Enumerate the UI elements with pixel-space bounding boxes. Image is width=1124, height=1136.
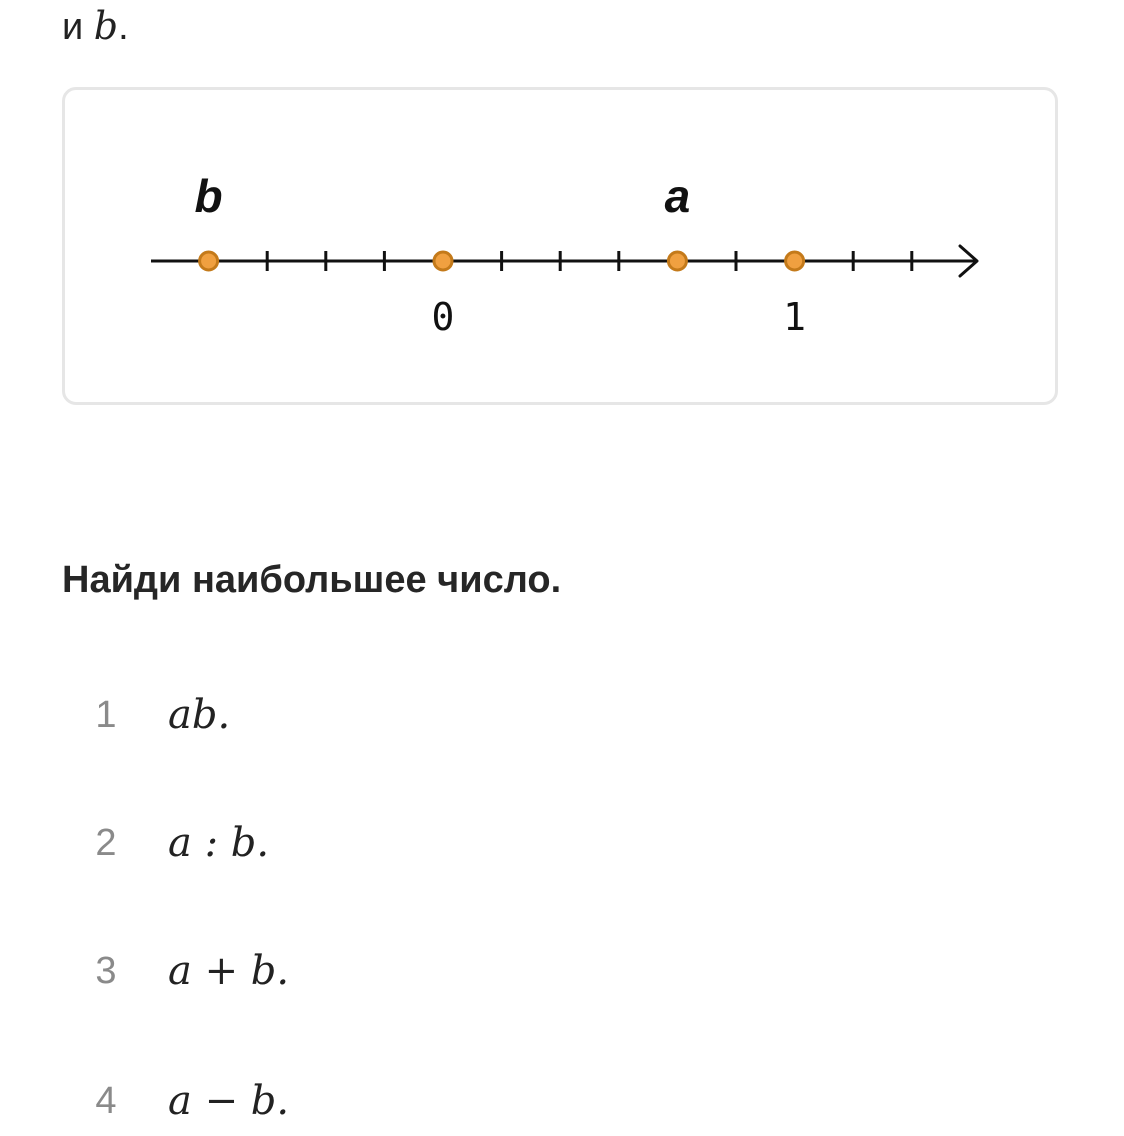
- intro-variable: b: [93, 4, 119, 48]
- intro-period: .: [118, 6, 129, 48]
- question-text: Найди наибольшее число.: [62, 559, 562, 601]
- answer-option-4[interactable]: [90, 1066, 690, 1136]
- intro-conjunction: и: [62, 6, 84, 48]
- option-expression: ab.: [168, 692, 231, 738]
- option-expression: a + b.: [168, 948, 290, 994]
- option-number: 3: [95, 950, 117, 992]
- point-marker: [434, 252, 452, 270]
- value-label-0: 0: [431, 295, 455, 339]
- point-marker: [668, 252, 686, 270]
- option-number: 2: [95, 822, 117, 864]
- option-number: 1: [95, 694, 117, 736]
- answer-option-1[interactable]: [90, 680, 690, 750]
- option-number: 4: [95, 1080, 117, 1122]
- answer-option-2[interactable]: [90, 808, 690, 878]
- option-expression: a : b.: [168, 820, 270, 866]
- point-marker: [200, 252, 218, 270]
- point-label-a: a: [664, 170, 691, 222]
- point-marker: [786, 252, 804, 270]
- number-line-figure: [62, 87, 1058, 405]
- option-expression: a − b.: [168, 1078, 290, 1124]
- answer-option-3[interactable]: [90, 936, 690, 1006]
- intro-text: [62, 0, 129, 55]
- number-line-svg: [65, 90, 1061, 408]
- point-label-b: b: [194, 170, 223, 222]
- value-label-1: 1: [783, 295, 807, 339]
